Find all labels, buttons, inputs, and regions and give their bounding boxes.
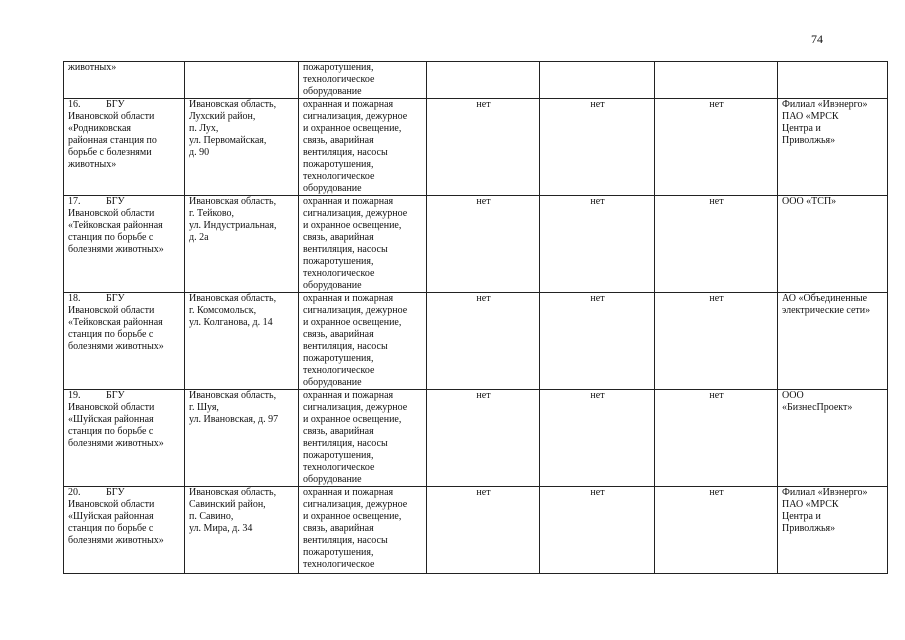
data-table (63, 61, 888, 574)
organization-text: БГУ Ивановской области «Шуйская районная станция по борьбе с болезнями животных» (68, 487, 164, 546)
organization-text: БГУ Ивановской области «Шуйская районная станция по борьбе с болезнями животных» (68, 390, 164, 449)
col6-cell: нет (655, 487, 778, 574)
table-row (64, 293, 888, 390)
organization-text: БГУ Ивановской области «Тейковская районная станция по борьбе с болезнями животных» (68, 293, 164, 352)
address-cell: Ивановская область, Лухский район, п. Лух, ул. Первомайская, д. 90 (185, 99, 299, 196)
col4-cell: нет (427, 487, 540, 574)
address-cell: Ивановская область, г. Тейково, ул. Индустриальная, д. 2а (185, 196, 299, 293)
col5-cell: нет (540, 487, 655, 574)
table-row (64, 390, 888, 487)
organization-cell (64, 487, 185, 574)
row-number: 19. (68, 390, 81, 401)
table-row (64, 196, 888, 293)
col6-cell: нет (655, 293, 778, 390)
organization-cell (64, 99, 185, 196)
page-number: 74 (811, 32, 823, 46)
organization-cell (64, 390, 185, 487)
col4-cell: нет (427, 390, 540, 487)
col4-cell (427, 62, 540, 99)
organization-text: БГУ Ивановской области «Тейковская районная станция по борьбе с болезнями животных» (68, 196, 164, 255)
organization-cell: животных» (64, 62, 185, 99)
col5-cell (540, 62, 655, 99)
supplier-cell: Филиал «Ивэнерго» ПАО «МРСК Центра и Приволжья» (778, 99, 888, 196)
equipment-cell: пожаротушения, технологическое оборудование (299, 62, 427, 99)
col6-cell: нет (655, 196, 778, 293)
supplier-cell: АО «Объединенные электрические сети» (778, 293, 888, 390)
col6-cell: нет (655, 99, 778, 196)
equipment-cell: охранная и пожарная сигнализация, дежурное и охранное освещение, связь, аварийная вентиляция, насосы пожаротушения, технологическое оборудование (299, 390, 427, 487)
supplier-cell: ООО «БизнесПроект» (778, 390, 888, 487)
supplier-cell: ООО «ТСП» (778, 196, 888, 293)
equipment-cell: охранная и пожарная сигнализация, дежурное и охранное освещение, связь, аварийная вентиляция, насосы пожаротушения, технологическое (299, 487, 427, 574)
col4-cell: нет (427, 293, 540, 390)
row-number: 20. (68, 487, 81, 498)
col5-cell: нет (540, 99, 655, 196)
equipment-cell: охранная и пожарная сигнализация, дежурное и охранное освещение, связь, аварийная вентиляция, насосы пожаротушения, технологическое оборудование (299, 196, 427, 293)
supplier-cell: Филиал «Ивэнерго» ПАО «МРСК Центра и Приволжья» (778, 487, 888, 574)
col5-cell: нет (540, 390, 655, 487)
equipment-cell: охранная и пожарная сигнализация, дежурное и охранное освещение, связь, аварийная вентиляция, насосы пожаротушения, технологическое оборудование (299, 99, 427, 196)
address-cell: Ивановская область, г. Шуя, ул. Ивановская, д. 97 (185, 390, 299, 487)
row-number: 16. (68, 99, 81, 110)
supplier-cell (778, 62, 888, 99)
col6-cell (655, 62, 778, 99)
row-number: 18. (68, 293, 81, 304)
row-number: 17. (68, 196, 81, 207)
col4-cell: нет (427, 99, 540, 196)
col5-cell: нет (540, 196, 655, 293)
organization-cell (64, 196, 185, 293)
address-cell: Ивановская область, г. Комсомольск, ул. Колганова, д. 14 (185, 293, 299, 390)
organization-text: БГУ Ивановской области «Родниковская районная станция по борьбе с болезнями животных» (68, 99, 157, 170)
address-cell: Ивановская область, Савинский район, п. Савино, ул. Мира, д. 34 (185, 487, 299, 574)
col6-cell: нет (655, 390, 778, 487)
table-row (64, 62, 888, 99)
organization-cell (64, 293, 185, 390)
equipment-cell: охранная и пожарная сигнализация, дежурное и охранное освещение, связь, аварийная вентиляция, насосы пожаротушения, технологическое оборудование (299, 293, 427, 390)
address-cell (185, 62, 299, 99)
table-row (64, 487, 888, 574)
col4-cell: нет (427, 196, 540, 293)
col5-cell: нет (540, 293, 655, 390)
table-row (64, 99, 888, 196)
